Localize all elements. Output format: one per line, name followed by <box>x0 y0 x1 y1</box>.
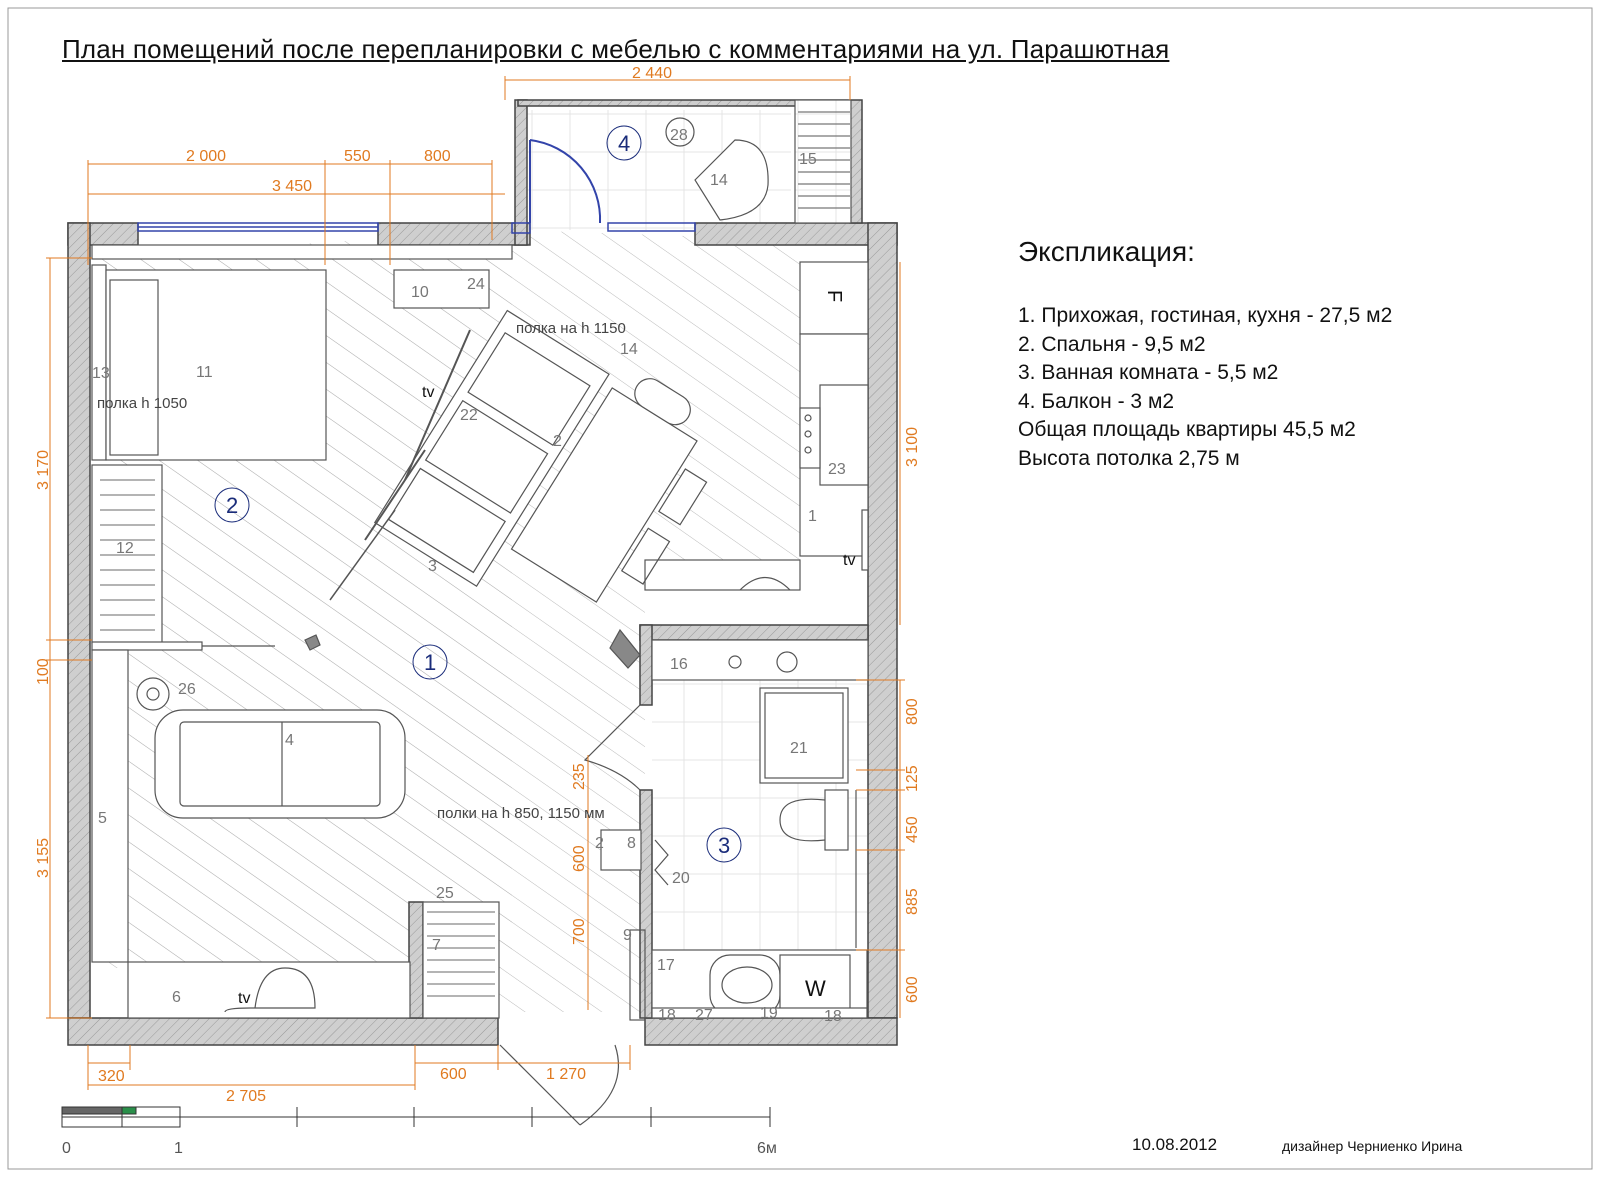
furniture-label-4: 4 <box>285 732 294 749</box>
furniture-label-7: 7 <box>432 937 441 954</box>
dim-700: 700 <box>571 918 588 945</box>
furniture-label-14a: 14 <box>710 172 728 189</box>
scale-bar <box>62 1107 770 1127</box>
dim-600-right: 600 <box>904 976 921 1003</box>
footer-date: 10.08.2012 <box>1132 1135 1218 1154</box>
dim-235: 235 <box>571 763 588 790</box>
dim-600-mid: 600 <box>571 845 588 872</box>
furniture-label-17: 17 <box>657 957 675 974</box>
scale-label-0: 0 <box>62 1140 71 1157</box>
dim-320: 320 <box>98 1068 125 1085</box>
furniture-label-27: 27 <box>695 1007 713 1024</box>
furniture-label-1: 1 <box>808 508 817 525</box>
dim-2705: 2 705 <box>226 1088 267 1105</box>
dim-2000: 2 000 <box>186 148 227 165</box>
fridge-label: F <box>823 290 845 303</box>
explication-item: 4. Балкон - 3 м2 <box>1018 389 1175 413</box>
tv-label-living: tv <box>422 384 435 401</box>
shelf-note-1150: полка на h 1150 <box>516 320 626 337</box>
dim-450: 450 <box>904 816 921 843</box>
furniture-label-22: 22 <box>460 407 478 424</box>
page-title: План помещений после перепланировки с мебелью с комментариями на ул. Парашютная <box>62 34 1170 64</box>
furniture-label-14b: 14 <box>620 341 638 358</box>
explication-heading: Экспликация: <box>1018 236 1195 267</box>
explication-list <box>1018 302 1392 473</box>
dim-3170: 3 170 <box>35 449 52 490</box>
furniture-label-21: 21 <box>790 740 808 757</box>
washer-label: W <box>805 976 826 1001</box>
dim-800: 800 <box>424 148 451 165</box>
tv-label-bedroom: tv <box>238 990 251 1007</box>
room-marker-3: 3 <box>718 833 731 858</box>
room-marker-1: 1 <box>424 650 437 675</box>
footer-designer: дизайнер Черниенко Ирина <box>1282 1138 1463 1154</box>
dim-2440: 2 440 <box>632 65 673 82</box>
furniture-label-5: 5 <box>98 810 107 827</box>
furniture-label-8: 8 <box>627 835 636 852</box>
explication-item: 3. Ванная комната - 5,5 м2 <box>1018 361 1279 384</box>
furniture-label-3: 3 <box>428 558 437 575</box>
furniture-label-20: 20 <box>672 870 690 887</box>
scale-label-6m: 6м <box>757 1140 777 1157</box>
explication-item: Высота потолка 2,75 м <box>1018 446 1240 470</box>
explication-item: 2. Спальня - 9,5 м2 <box>1018 332 1206 356</box>
furniture-label-18a: 18 <box>658 1007 676 1024</box>
tv-label-kitchen: tv <box>843 552 856 569</box>
dim-3450: 3 450 <box>272 178 313 195</box>
furniture-label-28: 28 <box>670 127 688 144</box>
furniture-label-9: 9 <box>623 927 632 944</box>
dim-550: 550 <box>344 148 371 165</box>
dim-600-bottom: 600 <box>440 1066 467 1083</box>
shelves-note-850: полки на h 850, 1150 мм <box>437 805 605 822</box>
dim-1270: 1 270 <box>546 1066 587 1083</box>
furniture-label-12: 12 <box>116 540 134 557</box>
furniture-label-16: 16 <box>670 656 688 673</box>
furniture-label-2: 2 <box>553 433 562 450</box>
dim-800-right: 800 <box>904 698 921 725</box>
room-marker-4: 4 <box>618 131 631 156</box>
furniture-label-19: 19 <box>760 1005 778 1022</box>
scale-label-1: 1 <box>174 1140 183 1157</box>
explication-item: 1. Прихожая, гостиная, кухня - 27,5 м2 <box>1018 304 1393 327</box>
furniture-label-26: 26 <box>178 681 196 698</box>
dim-3155: 3 155 <box>35 837 52 878</box>
furniture-label-18b: 18 <box>824 1008 842 1025</box>
furniture-label-23: 23 <box>828 461 846 478</box>
furniture-label-2b: 2 <box>595 835 604 852</box>
furniture-label-11: 11 <box>196 364 213 381</box>
shelf-note-1050: полка h 1050 <box>97 395 188 412</box>
room-marker-2: 2 <box>226 493 239 518</box>
dim-3100: 3 100 <box>904 426 921 467</box>
dim-125: 125 <box>904 765 921 792</box>
explication-item: Общая площадь квартиры 45,5 м2 <box>1018 418 1356 441</box>
dim-100: 100 <box>35 658 52 685</box>
furniture-label-24: 24 <box>467 276 485 293</box>
furniture-label-10: 10 <box>411 284 429 301</box>
furniture-label-15: 15 <box>799 151 817 168</box>
furniture-label-25: 25 <box>436 885 454 902</box>
furniture-label-6: 6 <box>172 989 181 1006</box>
dim-885: 885 <box>904 888 921 915</box>
furniture-label-13: 13 <box>92 365 110 382</box>
